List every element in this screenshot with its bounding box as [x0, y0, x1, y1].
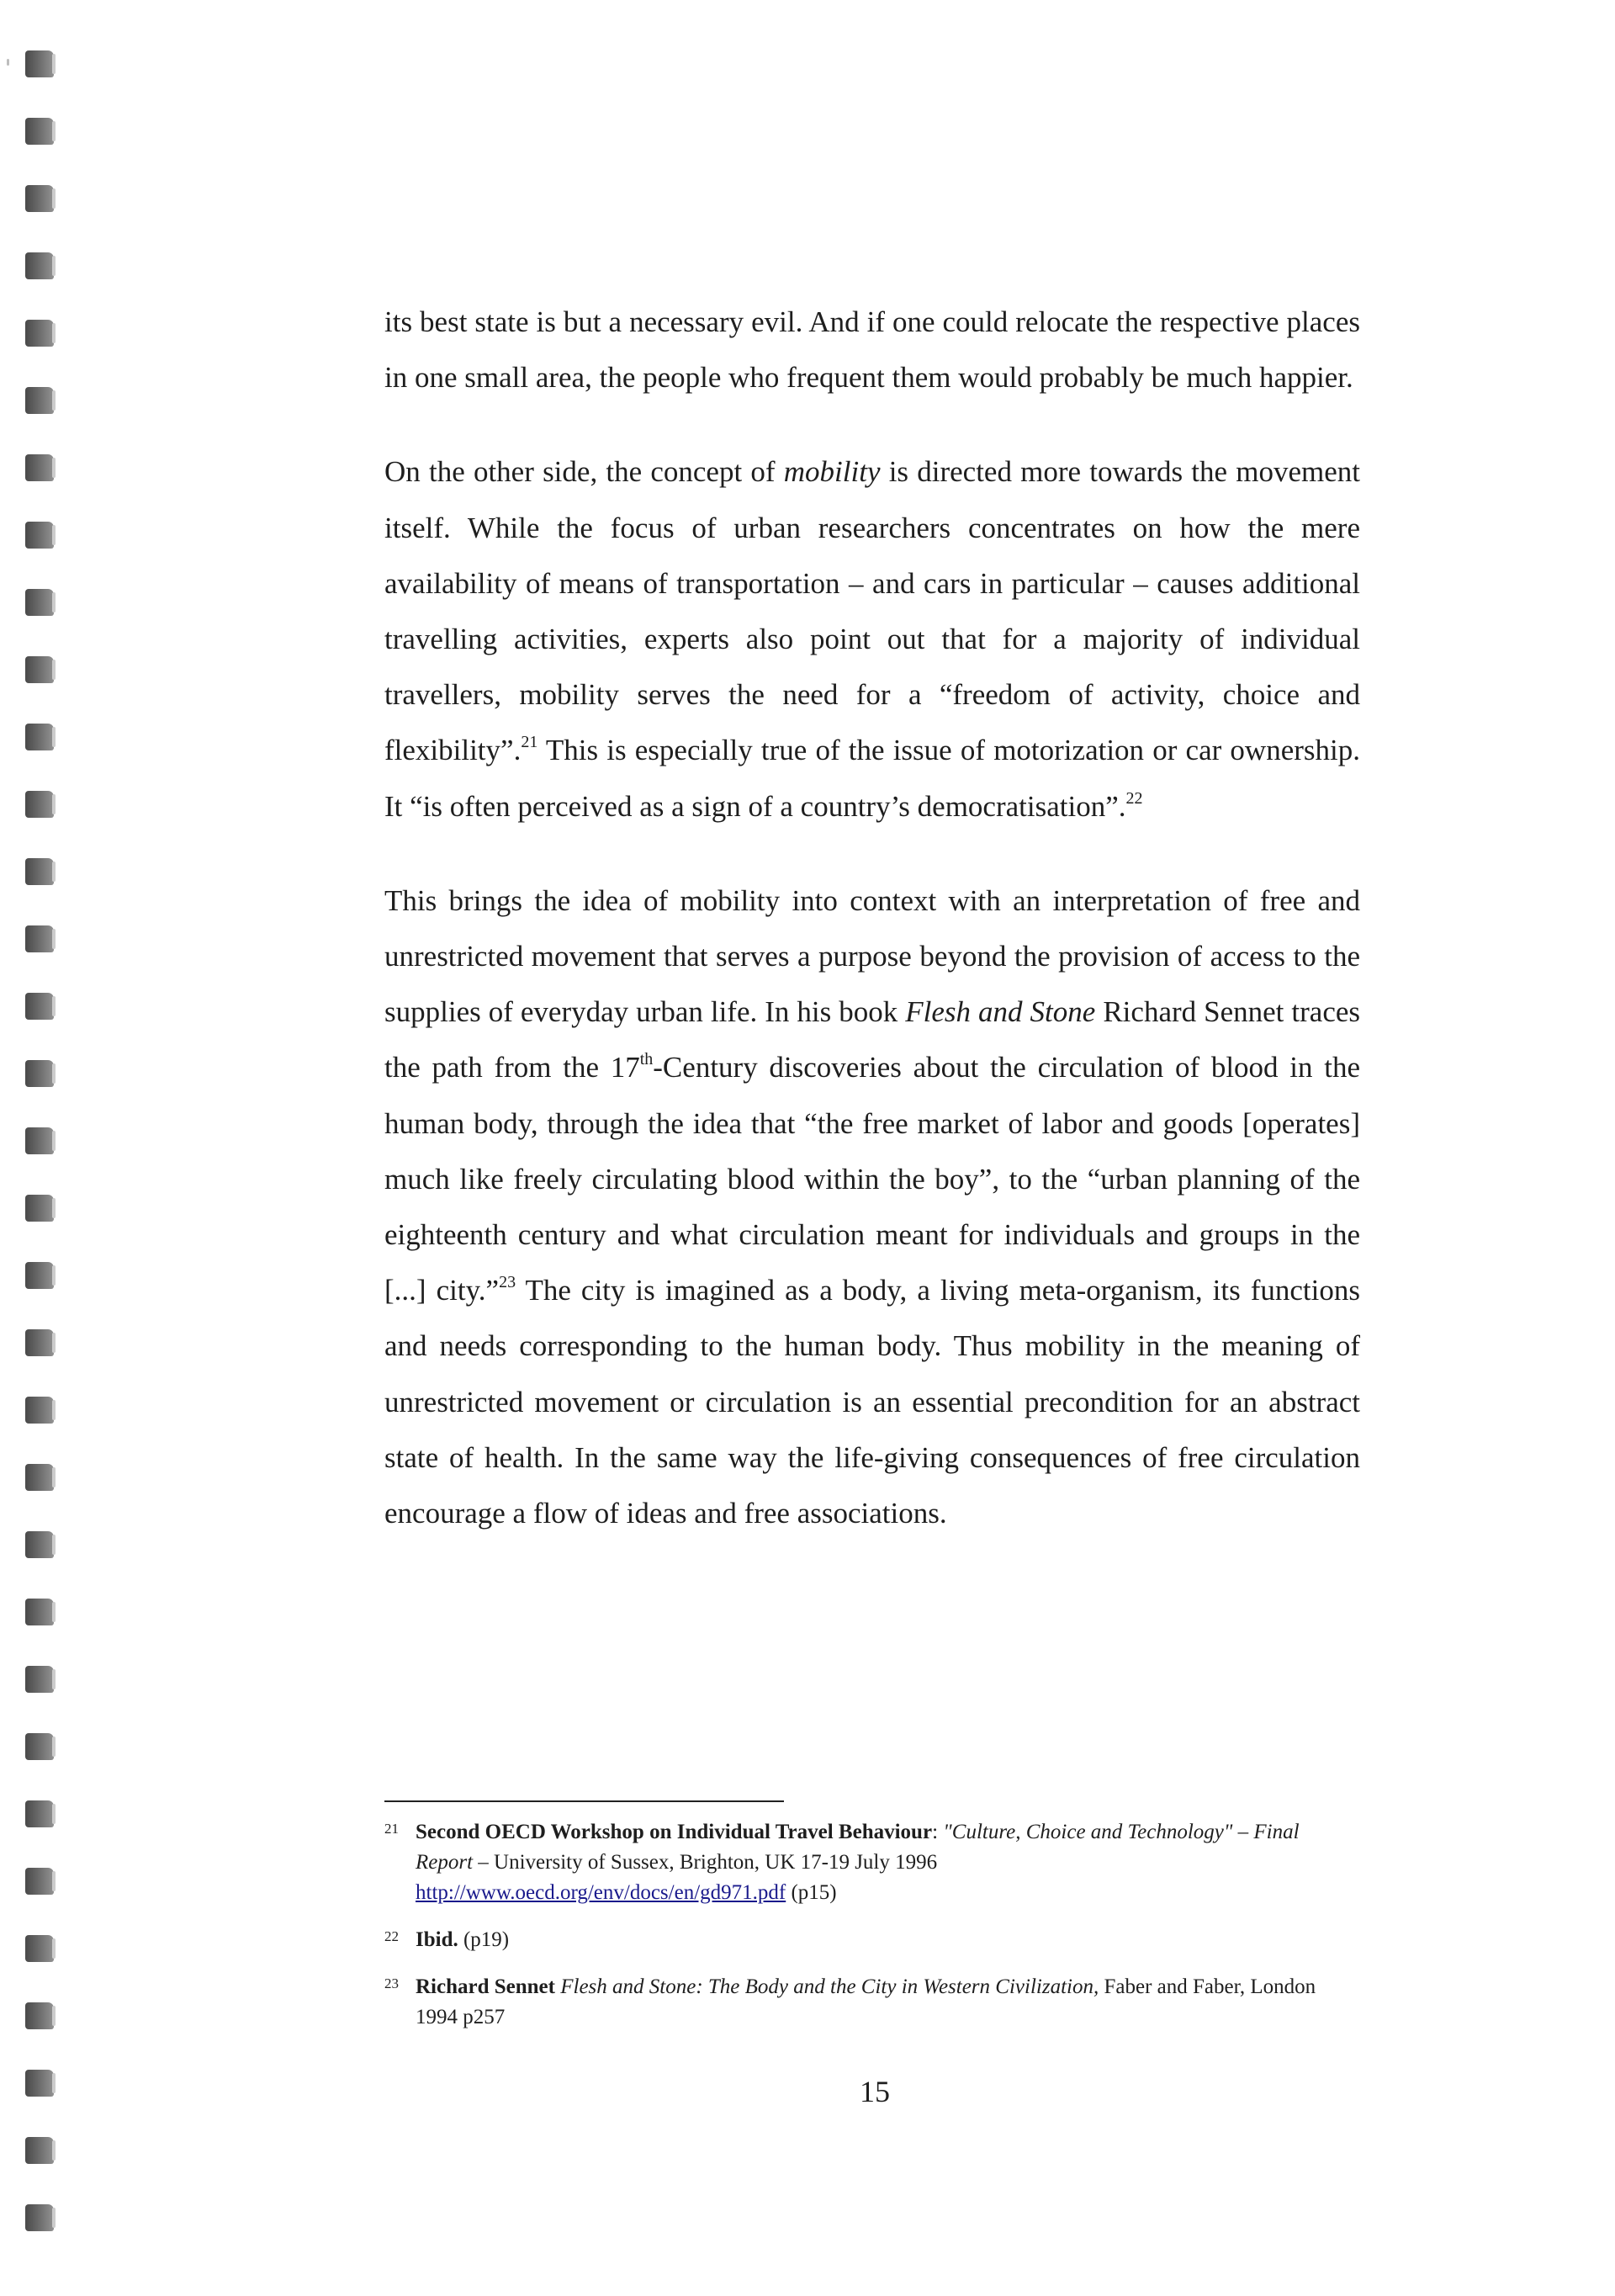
footnote-source: Ibid.	[416, 1928, 458, 1951]
page-number: 15	[860, 2075, 890, 2108]
footnote-number: 21	[384, 1821, 399, 1837]
footnote-number: 22	[384, 1928, 399, 1944]
footnote-23	[384, 1972, 1360, 2033]
binding-hole	[25, 1262, 54, 1289]
binding-hole	[25, 589, 54, 616]
binding-hole	[25, 118, 54, 145]
paragraph-2	[384, 444, 1360, 834]
footnotes	[384, 1817, 1360, 2049]
footnote-ref-23[interactable]: 23	[499, 1273, 516, 1292]
footnote-ref-21[interactable]: 21	[521, 733, 538, 752]
binding-hole	[25, 1531, 54, 1558]
footnote-22	[384, 1925, 1360, 1955]
paragraph-2-text-a: On the other side, the concept of	[384, 455, 784, 489]
binding-hole	[25, 1329, 54, 1356]
binding-hole	[25, 1127, 54, 1154]
footnote-detail: – University of Sussex, Brighton, UK 17-19 July 1996	[473, 1851, 938, 1874]
binding-hole	[25, 320, 54, 347]
footnote-divider	[384, 1800, 784, 1802]
binding-hole	[25, 791, 54, 818]
paragraph-3-text-b: Richard Sennet traces the path from the 17	[384, 995, 1361, 1084]
footnote-title: Flesh and Stone: The Body and the City in Western Civilization,	[560, 1975, 1099, 1998]
binding-hole	[25, 1666, 54, 1693]
binding-hole	[25, 1935, 54, 1962]
paragraph-3	[384, 873, 1360, 1541]
binding-hole	[25, 2002, 54, 2029]
footnote-21	[384, 1817, 1360, 1908]
paragraph-2-text-c: This is especially true of the issue of motorization or car ownership. It “is often perceived as a sign of a country’s democratisation”.	[384, 734, 1360, 823]
footnote-page-ref: (p15)	[786, 1881, 837, 1904]
book-title: Flesh and Stone	[905, 995, 1096, 1029]
footnote-separator: :	[932, 1821, 944, 1843]
binding-hole	[25, 1397, 54, 1424]
spiral-binding-holes	[0, 0, 101, 2296]
footnote-source: Richard Sennet	[416, 1975, 555, 1998]
paragraph-1-text: its best state is but a necessary evil. And if one could relocate the respective places in one small area, the people who frequent them would probably be much happier.	[384, 305, 1360, 395]
footnote-number: 23	[384, 1975, 399, 1991]
binding-hole	[25, 2070, 54, 2097]
binding-hole	[25, 1599, 54, 1625]
binding-hole	[25, 50, 54, 77]
binding-hole	[25, 454, 54, 481]
mobility-term: mobility	[783, 455, 881, 489]
footnote-ref-22[interactable]: 22	[1125, 788, 1143, 808]
footnote-detail: Faber and Faber, London 1994 p257	[416, 1975, 1316, 2028]
binding-hole	[25, 1733, 54, 1760]
binding-hole	[25, 2204, 54, 2231]
paragraph-3-text-c: -Century discoveries about the circulation of blood in the human body, through the idea that “the free market of labor and goods [operates] much like freely circulating blood within the boy”, to the “urban planning of the eighteenth century and what circulation meant for individuals and groups in the [...] city.”	[384, 1051, 1360, 1307]
footnote-detail: (p19)	[458, 1928, 510, 1951]
binding-hole	[25, 656, 54, 683]
footnote-link[interactable]: http://www.oecd.org/env/docs/en/gd971.pdf	[416, 1881, 786, 1904]
body-text	[384, 294, 1360, 1541]
binding-hole	[25, 185, 54, 212]
footnote-source: Second OECD Workshop on Individual Travel Behaviour	[416, 1821, 933, 1843]
binding-hole	[25, 1060, 54, 1087]
ordinal-superscript: th	[639, 1050, 654, 1069]
binding-hole	[25, 858, 54, 885]
paragraph-3-text-d: The city is imagined as a body, a living meta-organism, its functions and needs corresponding to the human body. Thus mobility in the meaning of unrestricted movement or circulation is an essential precondition for an abstract state of health. In the same way the life-giving consequences of free circulation encourage a flow of ideas and free associations.	[384, 1274, 1360, 1530]
binding-hole	[25, 993, 54, 1020]
paragraph-3-text-a: This brings the idea of mobility into context with an interpretation of free and unrestricted movement that serves a purpose beyond the provision of access to the supplies of everyday urban life. In his book	[384, 883, 1360, 1029]
binding-hole	[25, 724, 54, 750]
binding-hole	[25, 1800, 54, 1827]
paragraph-2-text-b: is directed more towards the movement itself. While the focus of urban researchers concentrates on how the mere availability of means of transportation – and cars in particular – causes additional travelling activities, experts also point out that for a majority of individual travellers, mobility serves the need for a “freedom of activity, choice and flexibility”.	[384, 455, 1360, 767]
binding-hole	[25, 1464, 54, 1491]
binding-hole	[25, 1195, 54, 1222]
binding-hole	[25, 2137, 54, 2164]
binding-hole	[25, 522, 54, 549]
paper-edge-mark	[7, 59, 9, 66]
footnote-title: "Culture, Choice and Technology" – Final Report	[416, 1821, 1300, 1874]
binding-hole	[25, 925, 54, 952]
binding-hole	[25, 1868, 54, 1895]
binding-hole	[25, 387, 54, 414]
paragraph-1	[384, 294, 1360, 406]
binding-hole	[25, 252, 54, 279]
